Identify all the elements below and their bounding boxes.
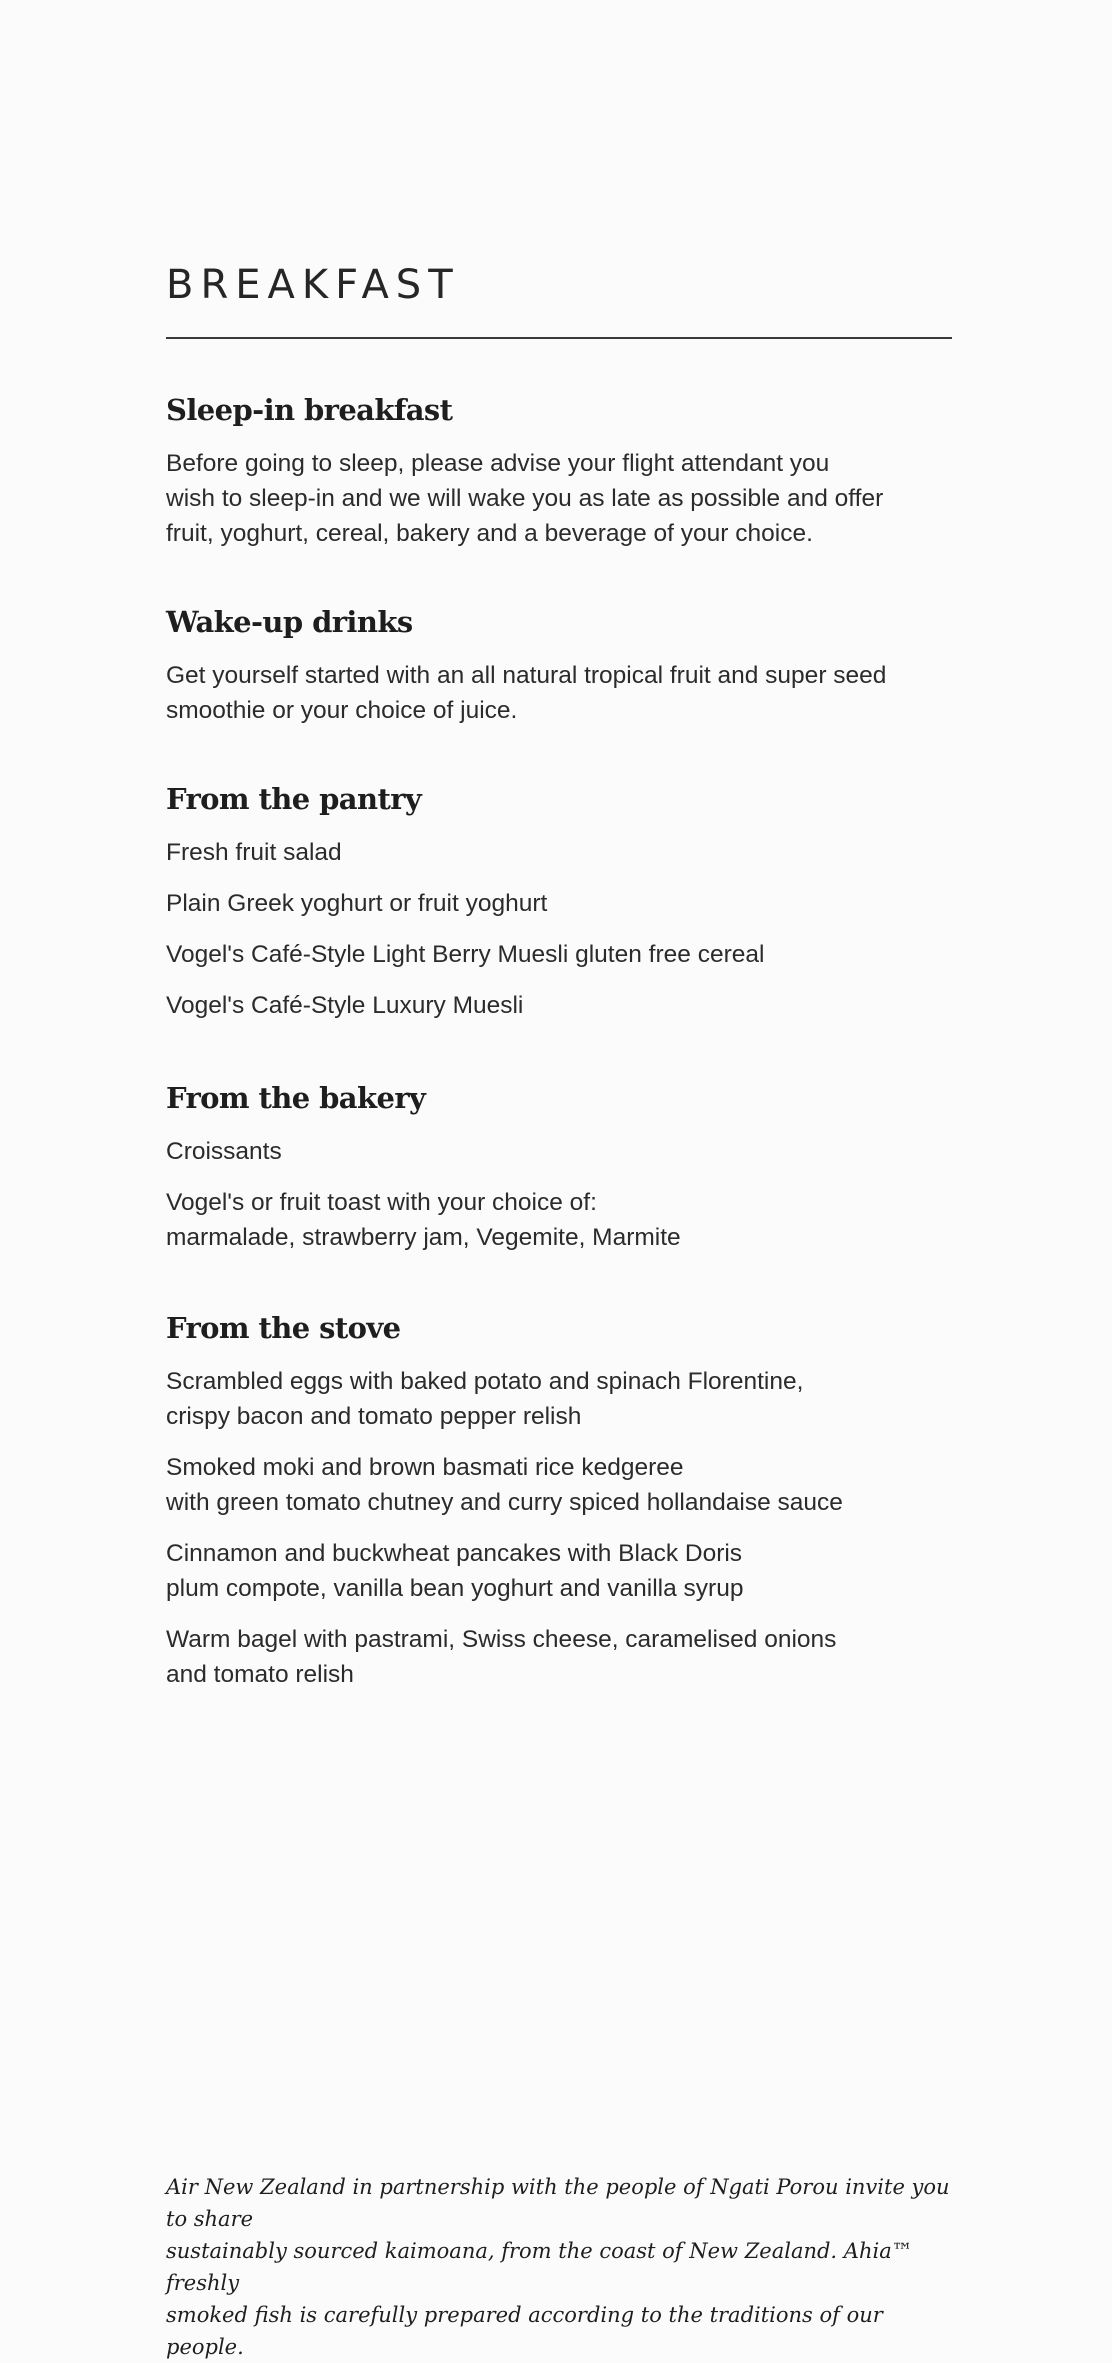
section-from-the-stove: [166, 1310, 956, 1708]
section-heading: From the stove: [166, 1311, 401, 1345]
menu-item: Smoked moki and brown basmati rice kedgeree with green tomato chutney and curry spiced hollandaise sauce: [166, 1454, 843, 1516]
menu-item: Vogel's Café-Style Luxury Muesli: [166, 992, 524, 1019]
menu-item: Before going to sleep, please advise your flight attendant you wish to sleep-in and we will wake you as late as possible and offer fruit, yoghurt, cereal, bakery and a beverage of your choice.: [166, 450, 884, 547]
menu-item: Vogel's Café-Style Light Berry Muesli gluten free cereal: [166, 941, 765, 968]
menu-page: [166, 0, 956, 2359]
section-sleep-in-breakfast: [166, 392, 956, 567]
menu-item: Croissants: [166, 1138, 282, 1165]
page-title: BREAKFAST: [166, 262, 460, 308]
menu-item: Warm bagel with pastrami, Swiss cheese, caramelised onions and tomato relish: [166, 1626, 837, 1688]
section-heading: Sleep-in breakfast: [166, 393, 453, 427]
partnership-note: Air New Zealand in partnership with the people of Ngati Porou invite you to share sustainably sourced kaimoana, from the coast of New Zealand. Ahia™ freshly smoked fish is carefully prepared according to the traditions of our people.: [166, 2175, 950, 2359]
menu-item: Fresh fruit salad: [166, 839, 342, 866]
menu-item: Get yourself started with an all natural tropical fruit and super seed smoothie or your choice of juice.: [166, 662, 887, 724]
section-heading: Wake-up drinks: [166, 605, 413, 639]
menu-item: Vogel's or fruit toast with your choice of: marmalade, strawberry jam, Vegemite, Marmite: [166, 1189, 681, 1251]
section-from-the-pantry: [166, 781, 956, 1039]
menu-item: Cinnamon and buckwheat pancakes with Black Doris plum compote, vanilla bean yoghurt and vanilla syrup: [166, 1540, 744, 1602]
section-heading: From the pantry: [166, 782, 422, 816]
menu-item: Plain Greek yoghurt or fruit yoghurt: [166, 890, 548, 917]
section-heading: From the bakery: [166, 1081, 426, 1115]
section-wake-up-drinks: [166, 604, 956, 744]
section-from-the-bakery: [166, 1080, 956, 1271]
menu-item: Scrambled eggs with baked potato and spinach Florentine, crispy bacon and tomato pepper relish: [166, 1368, 804, 1430]
title-divider: [166, 337, 952, 339]
